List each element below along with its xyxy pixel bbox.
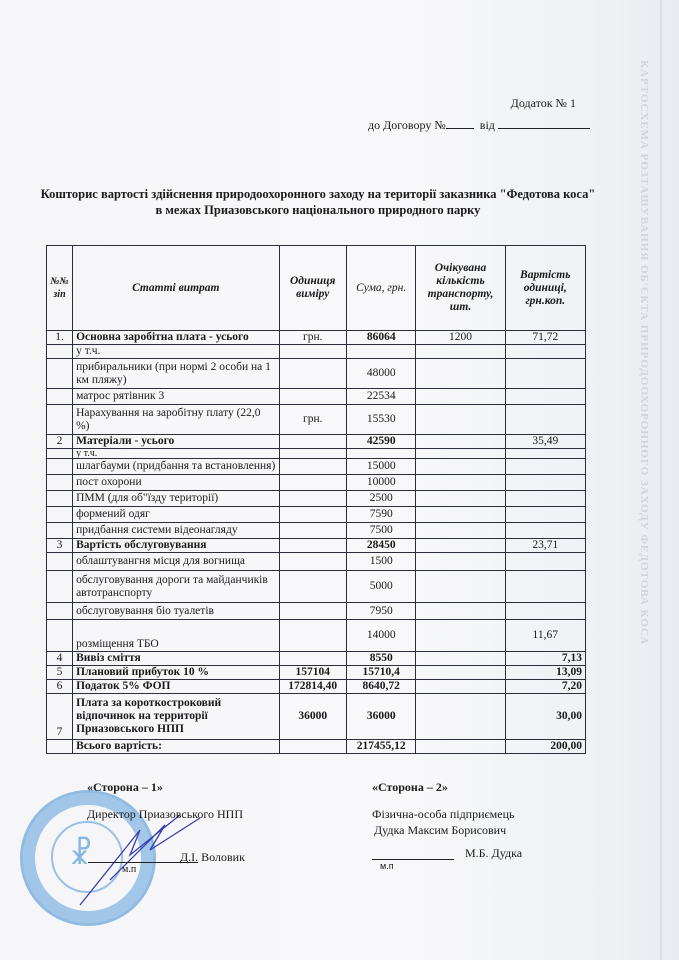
table-row (47, 652, 586, 666)
cell-num (47, 345, 73, 359)
cell-unit (279, 603, 346, 620)
cell-unit-cost (505, 523, 585, 539)
cell-unit (279, 345, 346, 359)
cell-num: 2 (47, 435, 73, 449)
cell-qty (416, 435, 505, 449)
cell-unit-cost (505, 345, 585, 359)
cell-qty (416, 553, 505, 571)
cell-unit-cost (505, 459, 585, 475)
signature-line-2 (372, 859, 454, 860)
cell-item: матрос рятівник 3 (73, 389, 279, 405)
cell-item: у т.ч. (73, 345, 279, 359)
cell-qty (416, 475, 505, 491)
cell-sum: 86064 (346, 331, 416, 345)
cell-unit: грн. (279, 405, 346, 435)
cell-item: Вартість обслуговування (73, 539, 279, 553)
cell-sum: 28450 (346, 539, 416, 553)
cell-num (47, 507, 73, 523)
table-row (47, 666, 586, 680)
cell-num (47, 571, 73, 603)
cell-qty (416, 666, 505, 680)
header-sum: Сума, грн. (346, 246, 416, 331)
cell-sum: 7590 (346, 507, 416, 523)
cell-sum: 5000 (346, 571, 416, 603)
cell-qty (416, 345, 505, 359)
cell-sum: 2500 (346, 491, 416, 507)
cell-unit-cost: 23,71 (505, 539, 585, 553)
table-row (47, 491, 586, 507)
cell-item: обслуговування дороги та майданчиків автотранспорту (73, 571, 279, 603)
table-row (47, 571, 586, 603)
cell-item: Плановий прибуток 10 % (73, 666, 279, 680)
cell-sum: 217455,12 (346, 740, 416, 754)
cell-unit (279, 389, 346, 405)
cell-qty (416, 680, 505, 694)
table-row (47, 694, 586, 740)
cell-qty (416, 603, 505, 620)
table-row (47, 475, 586, 491)
cell-unit (279, 435, 346, 449)
cell-item: Податок 5% ФОП (73, 680, 279, 694)
cell-unit-cost (505, 603, 585, 620)
cell-unit (279, 459, 346, 475)
cell-sum: 7500 (346, 523, 416, 539)
header-item: Статті витрат (73, 246, 279, 331)
cell-item: Плата за короткостроковий відпочинок на территорії Приазовського НПП (73, 694, 279, 740)
cell-item: ПММ (для об"їзду території) (73, 491, 279, 507)
cell-unit (279, 523, 346, 539)
table-row (47, 603, 586, 620)
cell-num (47, 620, 73, 652)
cell-qty (416, 389, 505, 405)
cell-sum: 15000 (346, 459, 416, 475)
cell-sum: 15710,4 (346, 666, 416, 680)
cell-num (47, 553, 73, 571)
table-row (47, 620, 586, 652)
cell-unit (279, 491, 346, 507)
cell-item: розміщення ТБО (73, 620, 279, 652)
table-row (47, 435, 586, 449)
header-qty: Очікувана кількість транспорту, шт. (416, 246, 505, 331)
cell-unit (279, 740, 346, 754)
cell-unit-cost: 7,20 (505, 680, 585, 694)
cell-num: 1. (47, 331, 73, 345)
cell-qty (416, 620, 505, 652)
cell-num: 4 (47, 652, 73, 666)
document-title (28, 186, 608, 218)
table-row (47, 459, 586, 475)
party-2-position: Фізична-особа підприємець (372, 807, 515, 821)
party-2-full-name: Дудка Максим Борисович (374, 823, 507, 837)
cell-num: 6 (47, 680, 73, 694)
header-unit: Одиниця виміру (279, 246, 346, 331)
cell-unit-cost (505, 405, 585, 435)
cell-item: прибиральники (при нормі 2 особи на 1 км пляжу) (73, 359, 279, 389)
cell-qty (416, 449, 505, 459)
cell-num (47, 491, 73, 507)
cell-unit-cost: 7,13 (505, 652, 585, 666)
cell-unit-cost: 71,72 (505, 331, 585, 345)
table-row (47, 389, 586, 405)
cell-unit: 157104 (279, 666, 346, 680)
table-row (47, 405, 586, 435)
cell-qty (416, 491, 505, 507)
header-num: №№ зіп (47, 246, 73, 331)
cell-unit-cost: 30,00 (505, 694, 585, 740)
cell-unit-cost: 11,67 (505, 620, 585, 652)
cell-num: 3 (47, 539, 73, 553)
cell-qty (416, 652, 505, 666)
cell-unit (279, 475, 346, 491)
cell-unit (279, 620, 346, 652)
cell-unit-cost (505, 475, 585, 491)
cell-num (47, 740, 73, 754)
cell-sum: 22534 (346, 389, 416, 405)
cell-item: обслуговування біо туалетів (73, 603, 279, 620)
cell-unit (279, 539, 346, 553)
cell-sum: 42590 (346, 435, 416, 449)
table-row (47, 449, 586, 459)
cell-unit-cost (505, 389, 585, 405)
cell-qty (416, 459, 505, 475)
header-unit-cost: Вартість одиниці, грн.коп. (505, 246, 585, 331)
party-2-name: М.Б. Дудка (465, 846, 523, 860)
cell-sum: 15530 (346, 405, 416, 435)
cell-num (47, 459, 73, 475)
cell-sum: 48000 (346, 359, 416, 389)
cell-unit (279, 553, 346, 571)
cell-unit: 36000 (279, 694, 346, 740)
cell-unit (279, 449, 346, 459)
table-row (47, 507, 586, 523)
cell-unit-cost: 200,00 (505, 740, 585, 754)
table-row-total (47, 740, 586, 754)
cell-num (47, 523, 73, 539)
party-2-seal-label: м.п (380, 861, 394, 871)
cell-qty (416, 694, 505, 740)
cell-unit-cost (505, 491, 585, 507)
cell-item: Вивіз сміття (73, 652, 279, 666)
cell-unit-cost: 13,09 (505, 666, 585, 680)
contract-prefix: до Договору № (368, 118, 446, 132)
annex-label: Додаток № 1 (510, 96, 576, 110)
cell-qty (416, 359, 505, 389)
cell-item: Матеріали - усього (73, 435, 279, 449)
party-2-label: «Сторона – 2» (372, 780, 448, 794)
cell-unit-cost (505, 359, 585, 389)
contract-date-blank (498, 118, 590, 129)
contract-reference (368, 118, 590, 133)
cell-unit (279, 507, 346, 523)
cell-qty (416, 507, 505, 523)
cell-sum: 14000 (346, 620, 416, 652)
cell-unit-cost (505, 571, 585, 603)
cell-item: Основна заробітна плата - усього (73, 331, 279, 345)
cell-num (47, 359, 73, 389)
contract-number-blank (446, 118, 474, 129)
cell-num: 7 (47, 694, 73, 740)
cell-item: Нарахування на заробітну плату (22,0 %) (73, 405, 279, 435)
cell-sum: 8550 (346, 652, 416, 666)
cell-qty (416, 523, 505, 539)
cell-num (47, 405, 73, 435)
table-row (47, 539, 586, 553)
party-1-position: Директор Приазовського НПП (87, 807, 244, 821)
cell-unit (279, 359, 346, 389)
party-1-label: «Сторона – 1» (87, 780, 163, 794)
cell-sum: 10000 (346, 475, 416, 491)
cell-qty (416, 405, 505, 435)
cell-num (47, 449, 73, 459)
cell-unit: грн. (279, 331, 346, 345)
cell-unit (279, 652, 346, 666)
cell-sum: 1500 (346, 553, 416, 571)
cell-qty: 1200 (416, 331, 505, 345)
title-line-1: Кошторис вартості здійснення природоохоронного заходу на території заказника "Федотова коса" (40, 187, 596, 201)
cell-item: формений одяг (73, 507, 279, 523)
cell-item: придбання системи відеонагляду (73, 523, 279, 539)
cell-sum (346, 345, 416, 359)
table-row (47, 331, 586, 345)
cell-item: шлагбауми (придбання та встановлення) (73, 459, 279, 475)
trident-emblem-icon: ☧ (69, 838, 93, 871)
contract-from: від (479, 118, 495, 132)
cell-unit-cost (505, 449, 585, 459)
cell-unit-cost: 35,49 (505, 435, 585, 449)
table-header-row (47, 246, 586, 331)
estimate-table (46, 245, 586, 754)
table-row (47, 523, 586, 539)
table-row (47, 359, 586, 389)
cell-item: у т.ч. (73, 449, 279, 459)
table-row (47, 680, 586, 694)
cell-qty (416, 740, 505, 754)
cell-unit (279, 571, 346, 603)
table-row (47, 345, 586, 359)
cell-qty (416, 539, 505, 553)
cell-sum (346, 449, 416, 459)
bleed-through-text: КАРТОСХЕМА РОЗТАШУВАННЯ ОБ'ЄКТА ПРИРОДООХОРОННОГО ЗАХОДУ ФЕДОТОВА КОСА (638, 60, 650, 646)
page-edge (660, 0, 662, 960)
party-1-name: Д.І. Воловик (180, 850, 245, 864)
cell-sum: 8640,72 (346, 680, 416, 694)
cell-unit: 172814,40 (279, 680, 346, 694)
cell-item: Всього вартість: (73, 740, 279, 754)
cell-num (47, 389, 73, 405)
cell-sum: 36000 (346, 694, 416, 740)
cell-unit-cost (505, 553, 585, 571)
cell-unit-cost (505, 507, 585, 523)
cell-item: пост охорони (73, 475, 279, 491)
title-line-2: в межах Приазовського національного природного парку (155, 203, 481, 217)
cell-sum: 7950 (346, 603, 416, 620)
table-row (47, 553, 586, 571)
cell-item: облаштувангня місця для вогнища (73, 553, 279, 571)
party-1-seal-label: м.п (122, 864, 137, 875)
cell-num: 5 (47, 666, 73, 680)
cell-num (47, 603, 73, 620)
cell-num (47, 475, 73, 491)
cell-qty (416, 571, 505, 603)
